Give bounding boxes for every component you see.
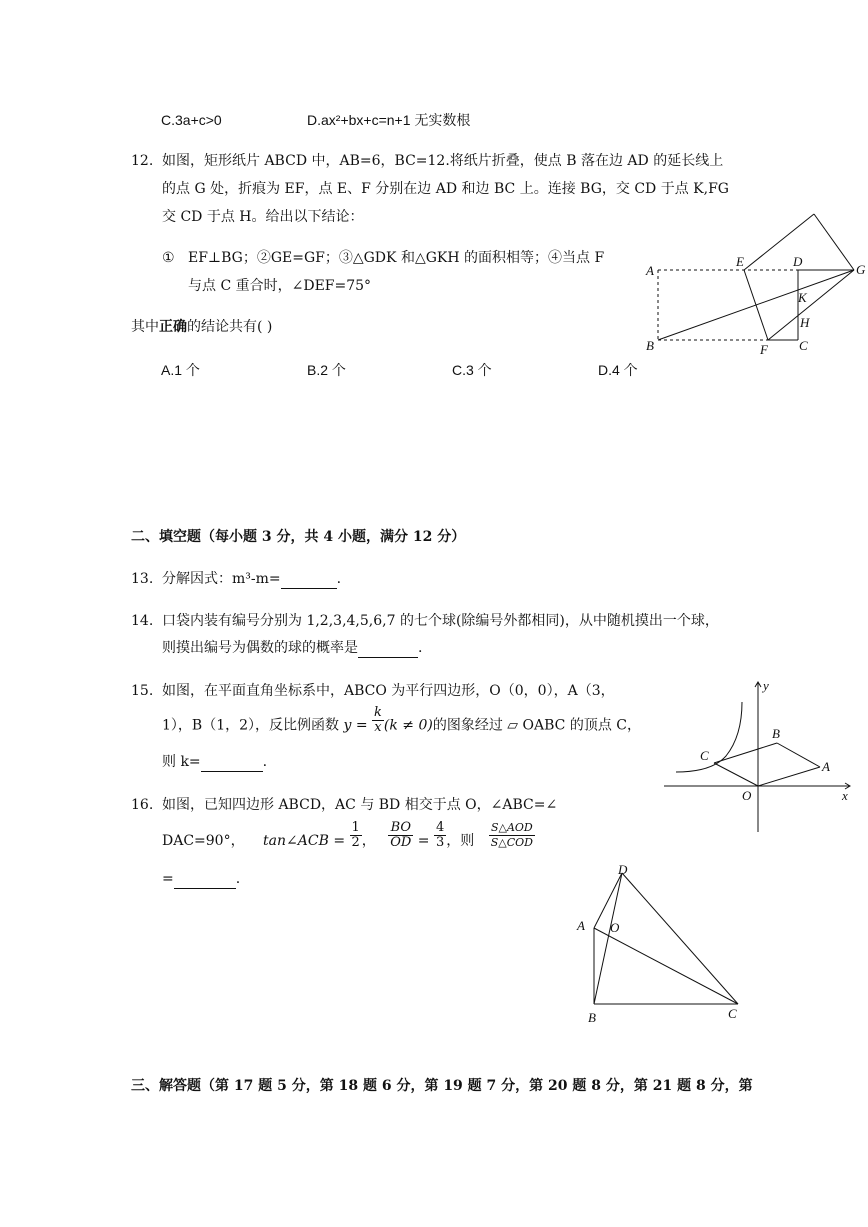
- q16-figure: [572, 858, 752, 1028]
- q15-label-a: A: [822, 759, 830, 774]
- fold-top-right: [814, 214, 854, 270]
- q14-line2-text: 则摸出编号为偶数的球的概率是: [162, 640, 358, 656]
- q15-line2a: 1），B（1，2），反比例函数: [162, 717, 340, 734]
- section-2-title: 二、填空题（每小题 3 分，共 4 小题，满分 12 分）: [131, 529, 466, 545]
- q16-frac-half-den: 2: [351, 834, 360, 850]
- q16-bo: BO: [388, 821, 413, 836]
- q15-label-c: C: [700, 748, 709, 763]
- q15-label-y: y: [763, 678, 769, 693]
- q14-number: 14.: [131, 613, 154, 629]
- q13-answer-blank: [281, 570, 337, 589]
- line-bg: [658, 270, 854, 340]
- q15-condition: (k ≠ 0): [383, 717, 433, 734]
- side-ab: [777, 743, 820, 767]
- q13-prompt: 分解因式：m³-m=: [162, 571, 281, 587]
- side-oa: [758, 767, 820, 786]
- q16-label-a: A: [577, 918, 585, 933]
- q16-line2a: DAC=90°，: [162, 833, 245, 849]
- q14-line1: 口袋内装有编号分别为 1,2,3,4,5,6,7 的七个球(除编号外都相同)，从中随机摸出一个球，: [162, 613, 719, 629]
- q16-label-o: O: [610, 920, 620, 935]
- q16-tan: tan∠ACB =: [263, 833, 346, 849]
- q16-answer-blank: [174, 870, 236, 889]
- q16-label-b: B: [588, 1010, 596, 1025]
- q12-label-d: D: [793, 254, 803, 269]
- q12-option-c: C.3 个: [452, 362, 492, 378]
- q12-circle-one: ①: [162, 250, 175, 266]
- q15-label-x: x: [842, 788, 848, 803]
- q12-label-a: A: [646, 263, 654, 278]
- q16-then: ，则: [446, 833, 475, 849]
- q12-label-c: C: [799, 338, 808, 353]
- q12-question-bold: 正确: [159, 319, 187, 335]
- q12-label-b: B: [646, 338, 654, 353]
- diagonal-ac: [594, 928, 738, 1004]
- q15-figure: [660, 676, 860, 834]
- q12-label-g: G: [856, 262, 866, 277]
- diagonal-bd: [594, 873, 622, 1004]
- q12-label-e: E: [736, 254, 744, 269]
- q14-answer-blank: [358, 639, 418, 658]
- q16-line1: 如图，已知四边形 ABCD，AC 与 BD 相交于点 O，∠ABC=∠: [162, 797, 558, 813]
- q15-k-over-x: [372, 706, 384, 735]
- q15-label-b: B: [772, 726, 780, 741]
- q16-frac-half: [350, 821, 362, 850]
- q16-line2: DAC=90°， tan∠ACB = $\frac{1}{2}$ ， $\frac{BO}{OD}$ = $\frac{4}{3}$ ，则 $\frac{\text{S△AOD}}{\text{S△COD}}$: [162, 819, 533, 850]
- q16-s-aod: S△AOD: [489, 821, 535, 836]
- q16-end: .: [235, 871, 241, 887]
- q15-label-o: O: [742, 788, 752, 803]
- q12-option-a: A.1 个: [161, 362, 200, 378]
- q15-k: k: [374, 705, 382, 720]
- q15-x: x: [374, 720, 382, 735]
- q16-frac-3: 3: [435, 834, 445, 850]
- q15-end: .: [262, 754, 268, 770]
- q12-line1: 如图，矩形纸片 ABCD 中，AB=6，BC=12.将纸片折叠，使点 B 落在边 AD 的延长线上: [162, 153, 724, 169]
- q16-label-d: D: [618, 862, 628, 877]
- q12-line2: 的点 G 处，折痕为 EF，点 E、F 分别在边 AD 和边 BC 上。连接 BG，交 CD 于点 K,FG: [162, 181, 729, 197]
- q12-figure: [640, 212, 868, 362]
- q12-label-h: H: [800, 315, 810, 330]
- q16-line3: [162, 870, 240, 889]
- fold-fg: [768, 270, 854, 340]
- q13-text: [162, 570, 341, 589]
- q16-od: OD: [390, 834, 412, 850]
- q16-frac-4: 4: [435, 819, 445, 835]
- side-co: [714, 763, 758, 786]
- q16-frac-bo-od: [388, 821, 413, 850]
- q12-question: [131, 318, 272, 336]
- q11-option-c: C.3a+c>0: [161, 112, 222, 128]
- section-3-title: 三、解答题（第 17 题 5 分，第 18 题 6 分，第 19 题 7 分，第 20 题 8 分，第 21 题 8 分，第: [131, 1078, 753, 1094]
- q12-line3: 交 CD 于点 H。给出以下结论：: [162, 209, 364, 225]
- q12-option-b: B.2 个: [307, 362, 346, 378]
- q12-question-pre: 其中: [131, 319, 159, 335]
- q16-number: 16.: [131, 797, 154, 813]
- q16-s-cod: S△COD: [490, 835, 533, 849]
- q12-conclusions-2: 与点 C 重合时，∠DEF=75°: [188, 278, 372, 294]
- q16-area-ratio: [489, 821, 535, 850]
- q15-line1: 如图，在平面直角坐标系中，ABCO 为平行四边形，O（0，0），A（3，: [162, 683, 615, 699]
- q13-end: .: [336, 571, 342, 587]
- q16-line3-eq: =: [162, 871, 174, 887]
- fold-top-left: [744, 214, 814, 270]
- q15-answer-blank: [201, 753, 263, 772]
- q16-label-c: C: [728, 1006, 737, 1021]
- side-bc: [714, 743, 777, 763]
- hyperbola-curve: [676, 702, 742, 772]
- q16-frac-four-thirds: [434, 821, 446, 850]
- q14-line2: [162, 639, 422, 658]
- q15-number: 15.: [131, 683, 154, 699]
- q12-label-k: K: [798, 290, 807, 305]
- q16-eq: =: [417, 833, 430, 849]
- q12-number: 12.: [131, 153, 154, 169]
- side-cd: [622, 873, 738, 1004]
- q11-option-d: D.ax²+bx+c=n+1 无实数根: [307, 112, 471, 128]
- q12-conclusions-1: EF⊥BG；②GE=GF；③△GDK 和△GKH 的面积相等；④当点 F: [188, 250, 605, 266]
- q15-line2b: 的图象经过 ▱ OABC 的顶点 C，: [432, 717, 641, 734]
- q12-question-post: 的结论共有( ): [187, 319, 273, 335]
- q15-line3-text: 则 k=: [162, 754, 201, 770]
- q13-number: 13.: [131, 571, 154, 587]
- q15-line3: [162, 753, 267, 772]
- q12-label-f: F: [760, 342, 768, 357]
- q12-option-d: D.4 个: [598, 362, 638, 378]
- q15-y-eq: y =: [343, 717, 368, 734]
- q14-end: .: [418, 640, 423, 656]
- q15-line2: [162, 705, 641, 735]
- q16-frac-half-num: 1: [351, 819, 360, 835]
